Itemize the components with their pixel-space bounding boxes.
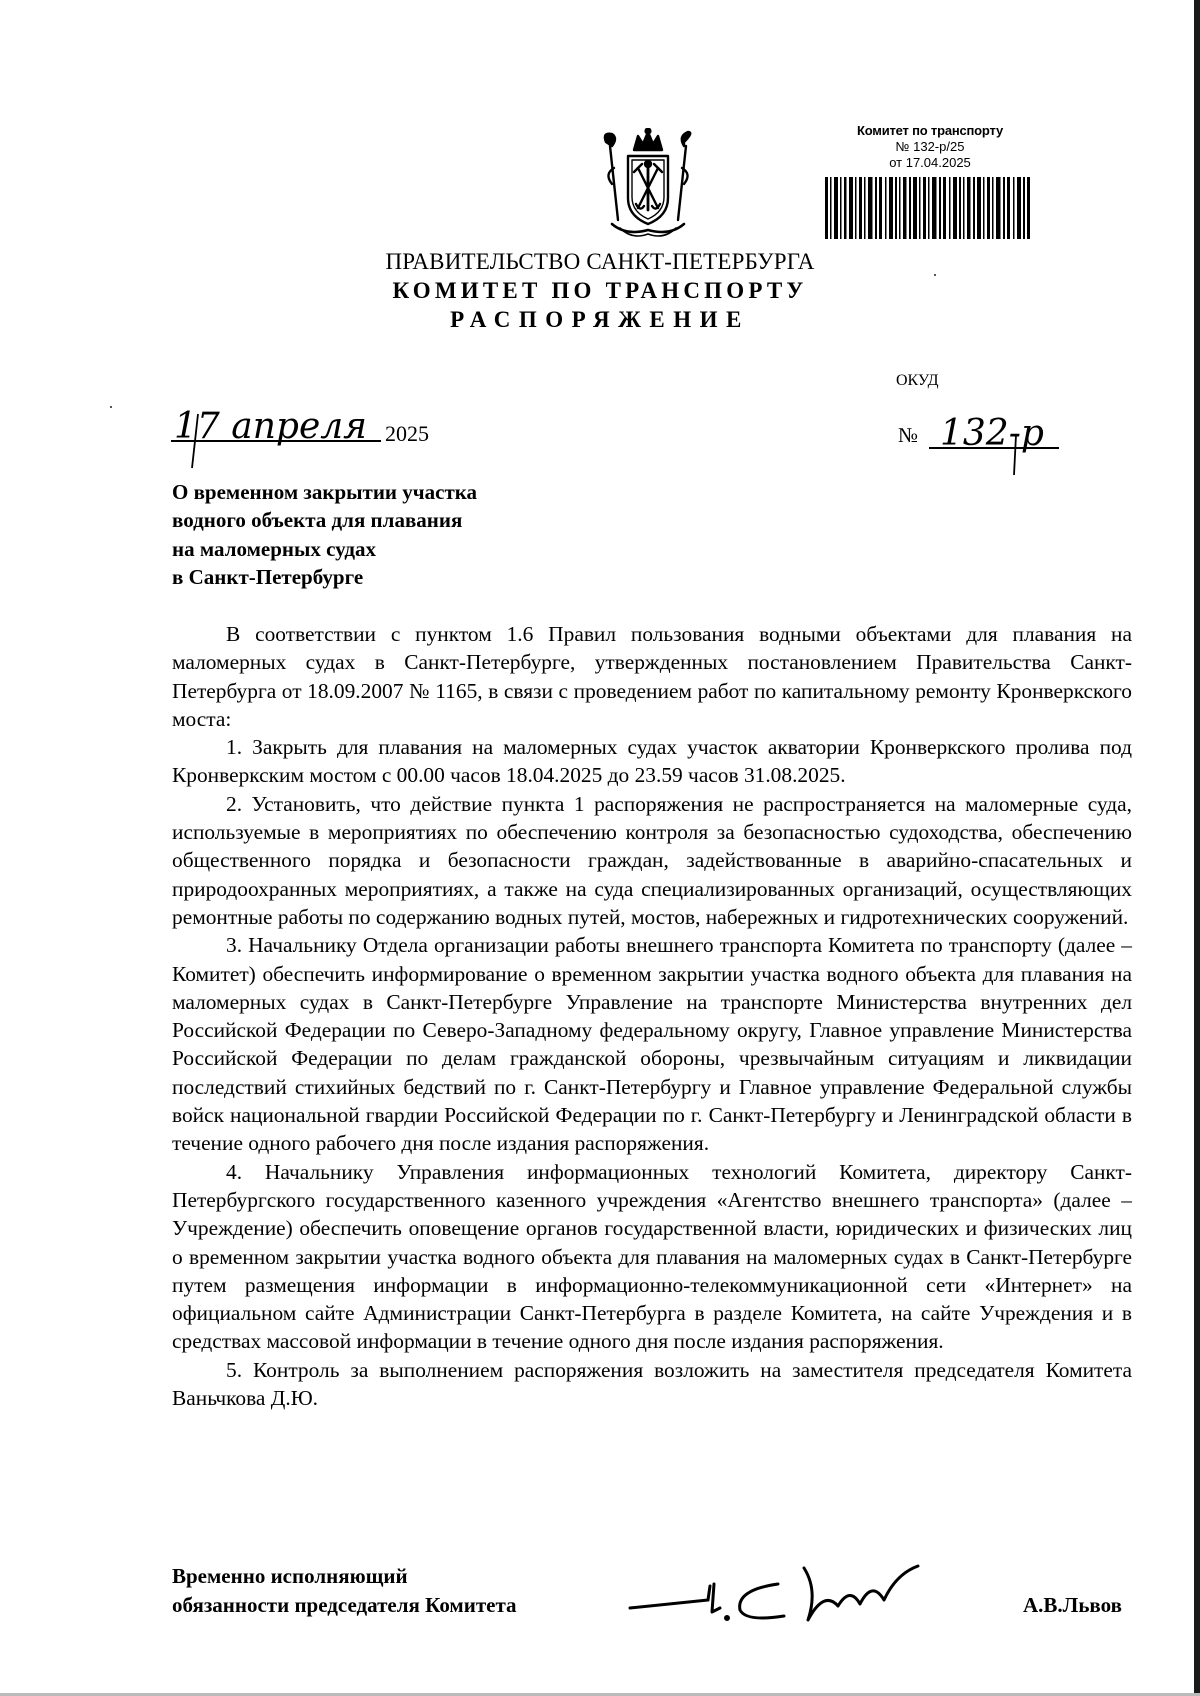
signatory-name: А.В.Львов xyxy=(1023,1593,1122,1617)
signatory-position-line: Временно исполняющий xyxy=(172,1564,408,1588)
clause-2: 2. Установить, что действие пункта 1 распоряжения не распространяется на маломерные суда, используемые в мероприятиях по обеспечению контроля за безопасностью судоходства, обеспечению общественного порядка и безопасности граждан, задействованные в аварийно-спасательных и природоохранных мероприятиях, а также на суда специализированных организаций, осуществляющих ремонтные работы по содержанию водных путей, мостов, набережных и гидротехнических сооружений. xyxy=(172,791,1132,929)
clause-4: 4. Начальнику Управления информационных технологий Комитета, директору Санкт-Петербургского государственного казенного учреждения «Агентство внешнего транспорта» (далее – Учреждение) обеспечить оповещение органов государственной власти, юридических и физических лиц о временном закрытии участка водного объекта для плавания на маломерных судах в Санкт-Петербурге путем размещения информации в информационно-телекоммуникационной сети «Интернет» на официальном сайте Администрации Санкт-Петербурга в разделе Комитета, на сайте Учреждения и в средствах массовой информации в течение одного дня после издания распоряжения. xyxy=(172,1159,1132,1354)
document-title xyxy=(172,478,592,591)
coat-of-arms-icon xyxy=(596,128,700,240)
committee-heading: КОМИТЕТ ПО ТРАНСПОРТУ xyxy=(392,278,808,303)
clause-1: 1. Закрыть для плавания на маломерных судах участок акватории Кронверкского пролива под Кронверкским мостом с 00.00 часов 18.04.2025 до 23.59 часов 31.08.2025. xyxy=(172,735,1132,788)
clause-5: 5. Контроль за выполнением распоряжения возложить на заместителя председателя Комитета Ваньчкова Д.Ю. xyxy=(172,1357,1132,1411)
registration-stamp xyxy=(820,123,1040,171)
handwritten-date xyxy=(172,400,387,470)
scan-speck xyxy=(110,406,112,408)
stamp-reg-number: № 132-р/25 xyxy=(895,139,965,154)
document-type-heading: РАСПОРЯЖЕНИЕ xyxy=(450,307,750,332)
title-line: на маломерных судах xyxy=(172,536,376,561)
stamp-reg-date: от 17.04.2025 xyxy=(889,155,971,170)
government-heading: ПРАВИТЕЛЬСТВО САНКТ-ПЕТЕРБУРГА xyxy=(385,249,815,274)
signatory-position-line: обязанности председателя Комитета xyxy=(172,1593,517,1617)
handwritten-signature xyxy=(628,1560,1028,1640)
title-line: в Санкт-Петербурге xyxy=(172,564,364,589)
date-year: 2025 xyxy=(385,421,429,446)
handwritten-number-text: 132-р xyxy=(940,413,1044,454)
scan-edge-right xyxy=(1194,0,1200,1696)
number-sign: № xyxy=(898,423,919,447)
document-body xyxy=(172,620,1132,1412)
stamp-org: Комитет по транспорту xyxy=(856,123,1004,138)
title-line: водного объекта для плавания xyxy=(172,508,463,533)
handwritten-date-text: 17 апреля xyxy=(174,406,368,447)
okud-label: ОКУД xyxy=(896,372,939,389)
handwritten-number xyxy=(932,405,1062,477)
title-line: О временном закрытии участка xyxy=(172,480,478,504)
barcode-icon xyxy=(825,177,1031,239)
preamble-paragraph: В соответствии с пунктом 1.6 Правил пользования водными объектами для плавания на маломерных судах в Санкт-Петербурге, утвержденных постановлением Правительства Санкт-Петербурга от 18.09.2007 № 1165, в связи с проведением работ по капитальному ремонту Кронверкского моста: xyxy=(172,622,1132,731)
scan-speck xyxy=(934,274,936,276)
signatory-position xyxy=(172,1562,517,1620)
clause-3: 3. Начальнику Отдела организации работы внешнего транспорта Комитета по транспорту (далее – Комитет) обеспечить информирование о временном закрытии участка водного объекта для плавания на маломерных судах в Санкт-Петербурге Управление на транспорте Министерства внутренних дел Российской Федерации по Северо-Западному федеральному округу, Главное управление Министерства Российской Федерации по делам гражданской обороны, чрезвычайным ситуациям и ликвидации последствий стихийных бедствий по г. Санкт-Петербургу и Главное управление Федеральной службы войск национальной гвардии Российской Федерации по г. Санкт-Петербургу и Ленинградской области в течение одного рабочего дня после издания распоряжения. xyxy=(172,933,1132,1156)
